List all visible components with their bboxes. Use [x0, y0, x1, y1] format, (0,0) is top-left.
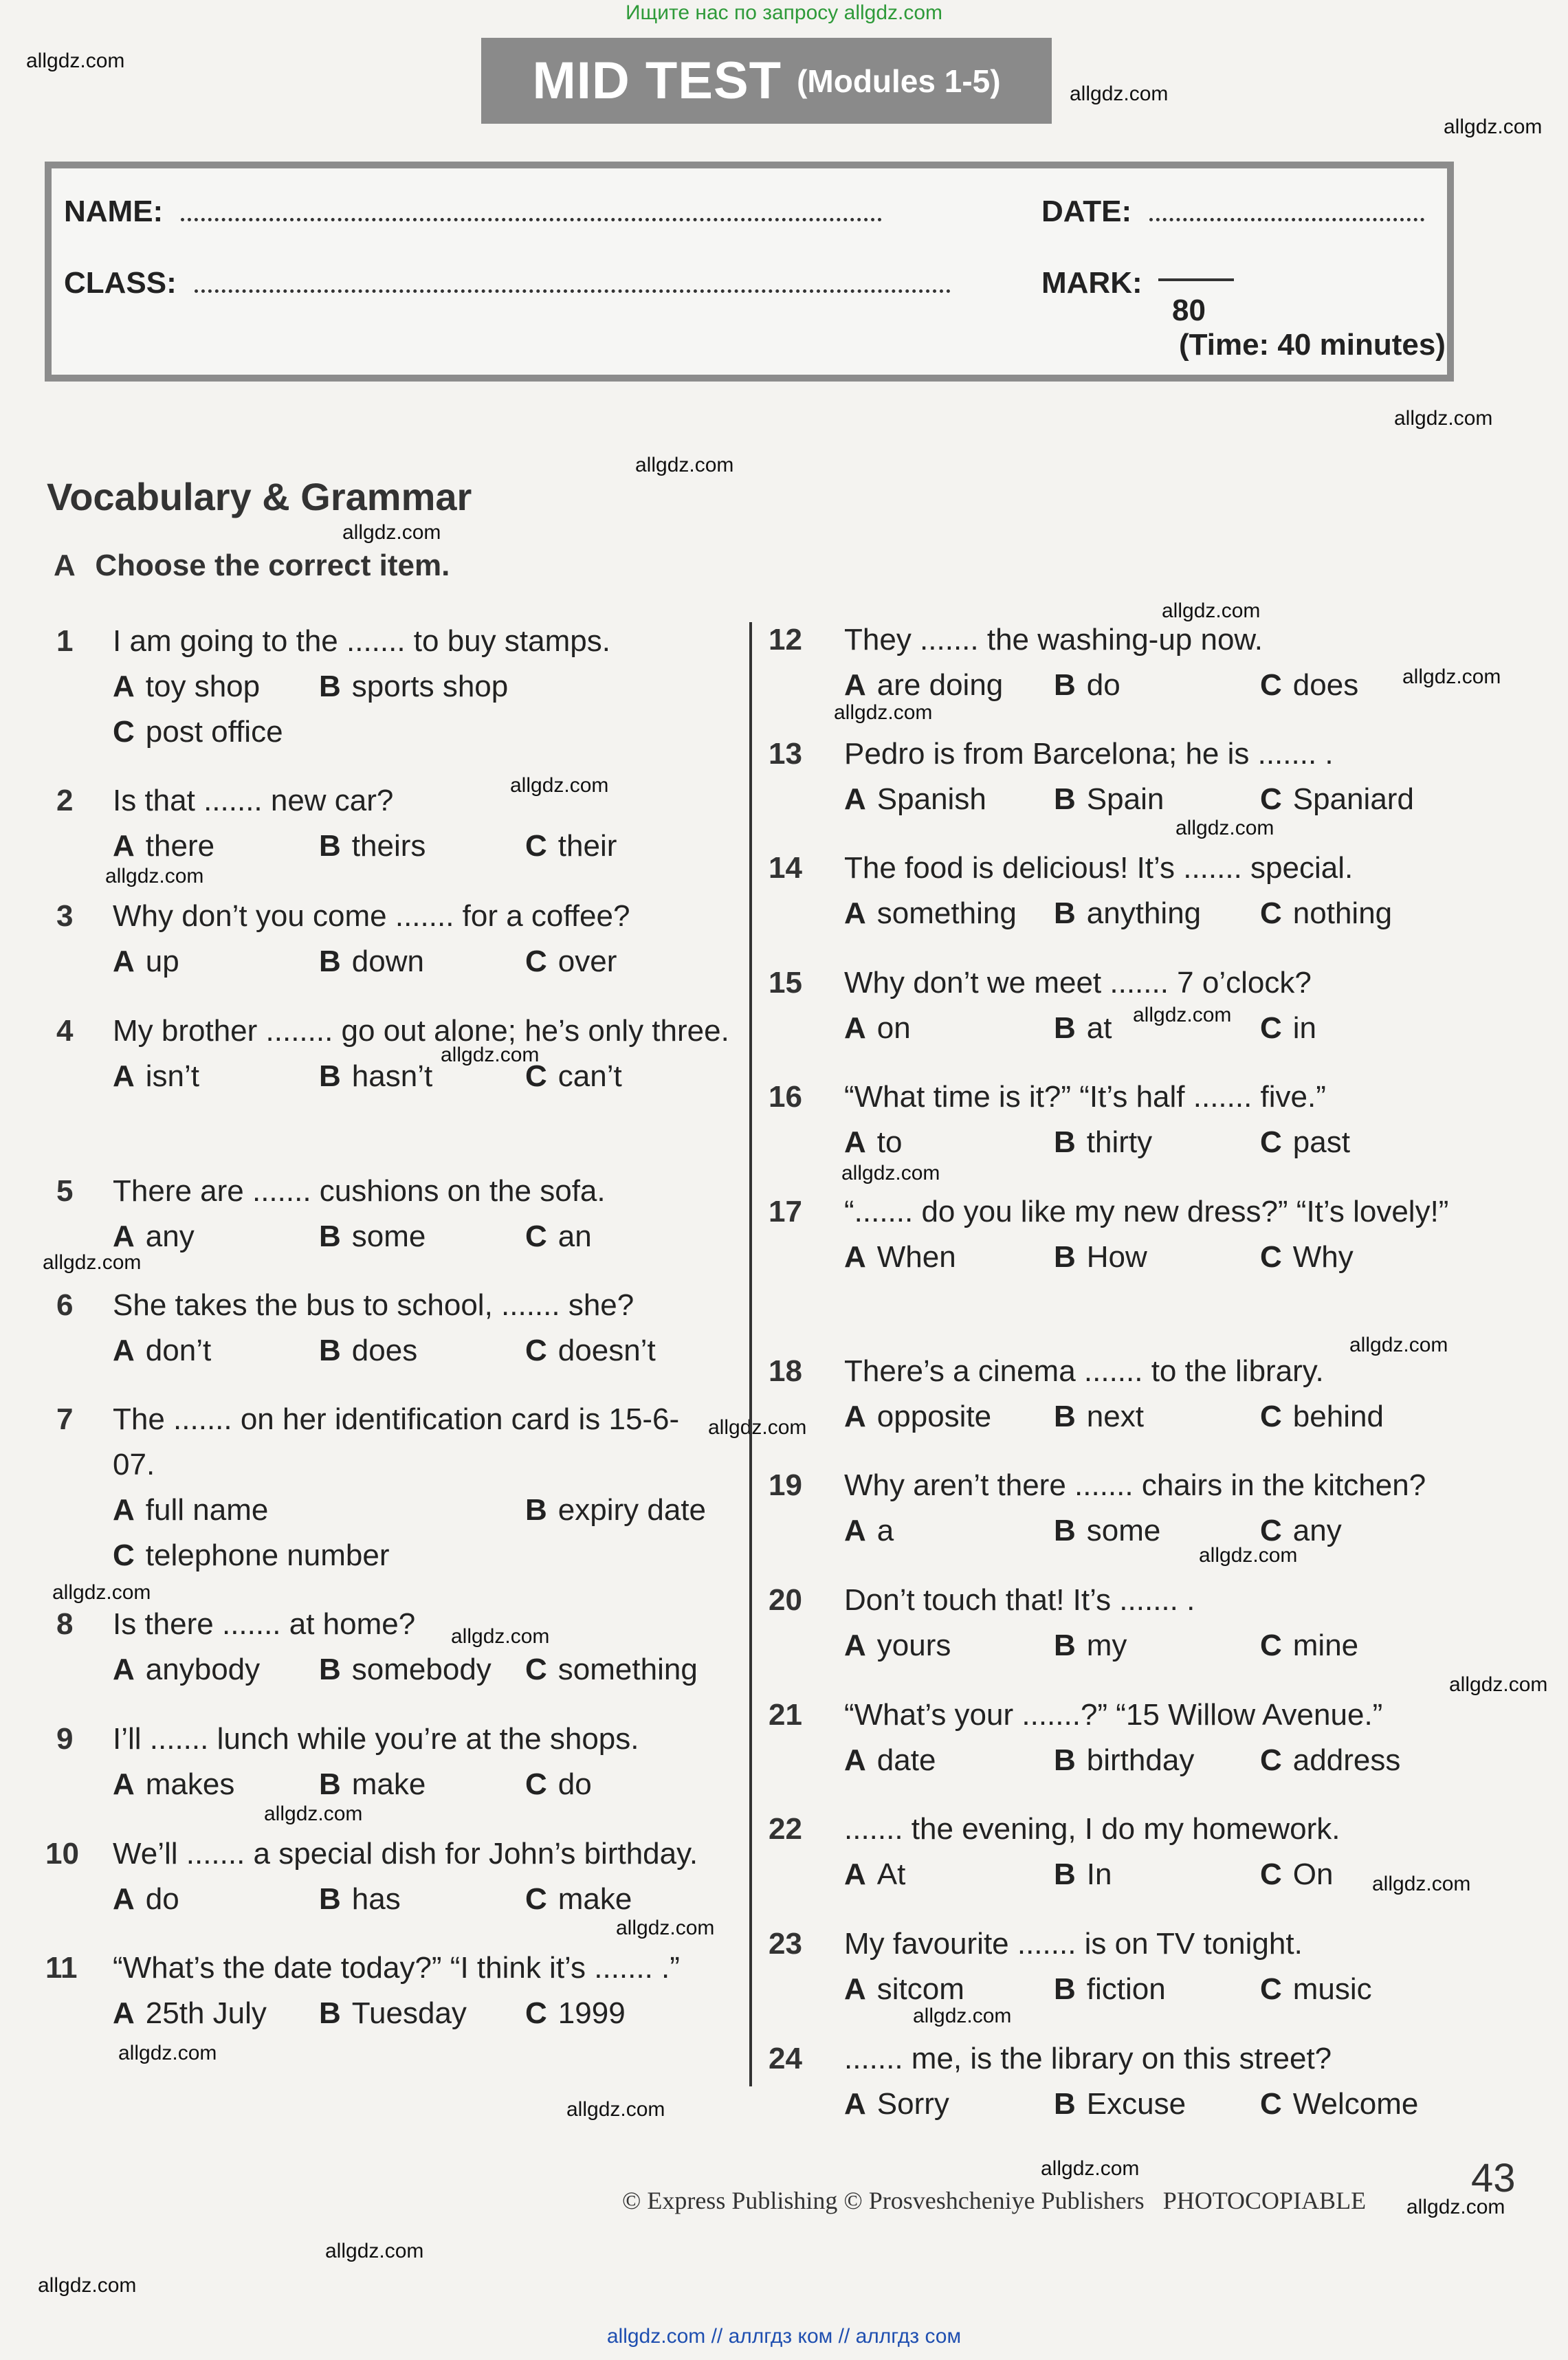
test-title: [481, 38, 1052, 124]
watermark: allgdz.com: [1444, 115, 1543, 138]
option-c[interactable]: C do: [525, 1767, 592, 1801]
option-c[interactable]: C in: [1260, 1011, 1317, 1045]
option-b[interactable]: B down: [319, 945, 424, 978]
option-b[interactable]: B Tuesday: [319, 1996, 467, 2030]
question-5: 5 There are ....... cushions on the sofa. A any B some C an: [56, 1169, 744, 1259]
option-b[interactable]: B somebody: [319, 1653, 492, 1686]
option-a[interactable]: A isn’t: [113, 1059, 200, 1093]
copyright-footer: [622, 2186, 1366, 2215]
option-b[interactable]: B has: [319, 1882, 401, 1916]
title-sub: (Modules 1-5): [797, 63, 1001, 99]
option-c[interactable]: C does: [1260, 668, 1359, 702]
page-number: 43: [1471, 2156, 1516, 2201]
watermark: allgdz.com: [264, 1802, 363, 1825]
option-b[interactable]: B thirty: [1054, 1125, 1153, 1159]
title-main: MID TEST: [532, 52, 782, 110]
option-c[interactable]: C can’t: [525, 1059, 622, 1093]
watermark: allgdz.com: [38, 2274, 137, 2297]
option-b[interactable]: B some: [1054, 1514, 1161, 1547]
question-13: 13 Pedro is from Barcelona; he is ....... . A Spanish B Spain C Spaniard: [769, 731, 1483, 822]
option-a[interactable]: A something: [844, 896, 1017, 930]
watermark: allgdz.com: [1372, 1873, 1471, 1895]
option-b[interactable]: B Spain: [1054, 782, 1164, 816]
option-a[interactable]: A toy shop: [113, 670, 261, 703]
option-a[interactable]: A sitcom: [844, 1972, 964, 2006]
option-b[interactable]: B In: [1054, 1857, 1112, 1891]
option-b[interactable]: B fiction: [1054, 1972, 1166, 2006]
option-c[interactable]: C telephone number: [113, 1539, 390, 1572]
option-b[interactable]: B does: [319, 1334, 418, 1367]
copyright-text: © Express Publishing © Prosveshcheniye Publishers: [622, 2187, 1145, 2214]
option-c[interactable]: C any: [1260, 1514, 1342, 1547]
option-c[interactable]: C 1999: [525, 1996, 626, 2030]
option-c[interactable]: C post office: [113, 715, 283, 749]
option-c[interactable]: C an: [525, 1220, 592, 1253]
question-2: 2 Is that ....... new car? A there B theirs C their: [56, 778, 744, 869]
option-a[interactable]: A on: [844, 1011, 911, 1045]
question-9: 9 I’ll ....... lunch while you’re at the shops. A makes B make C do: [56, 1717, 744, 1807]
option-c[interactable]: C their: [525, 829, 617, 863]
question-18: 18 There’s a cinema ....... to the library. A opposite B next C behind: [769, 1349, 1483, 1440]
option-b[interactable]: B How: [1054, 1240, 1147, 1274]
option-a[interactable]: A When: [844, 1240, 956, 1274]
question-22: 22 ....... the evening, I do my homework. A At B In C On: [769, 1807, 1483, 1897]
watermark: allgdz.com: [441, 1044, 540, 1066]
option-c[interactable]: C behind: [1260, 1400, 1384, 1433]
watermark: allgdz.com: [105, 865, 204, 887]
watermark: allgdz.com: [43, 1251, 142, 1274]
option-a[interactable]: A 25th July: [113, 1996, 267, 2030]
watermark: allgdz.com: [325, 2240, 424, 2262]
question-4: 4 My brother ........ go out alone; he’s only three. A isn’t B hasn’t C can’t: [56, 1008, 744, 1099]
option-a[interactable]: A do: [113, 1882, 179, 1916]
part-a-text: Choose the correct item.: [95, 549, 450, 582]
watermark: allgdz.com: [342, 521, 441, 544]
watermark: allgdz.com: [913, 2005, 1012, 2027]
watermark: allgdz.com: [1175, 817, 1274, 839]
option-b[interactable]: B sports shop: [319, 670, 509, 703]
option-c[interactable]: C doesn’t: [525, 1334, 656, 1367]
option-c[interactable]: C music: [1260, 1972, 1372, 2006]
question-17: 17 “....... do you like my new dress?” “It’s lovely!” A When B How C Why: [769, 1189, 1483, 1280]
option-b[interactable]: B Excuse: [1054, 2087, 1186, 2121]
option-a[interactable]: A any: [113, 1220, 195, 1253]
option-b[interactable]: B do: [1054, 668, 1120, 702]
question-8: 8 Is there ....... at home? A anybody B somebody C something: [56, 1602, 744, 1692]
class-label: CLASS:: [64, 266, 177, 300]
option-a[interactable]: A opposite: [844, 1400, 992, 1433]
option-b[interactable]: B next: [1054, 1400, 1144, 1433]
question-1: 1 I am going to the ....... to buy stamps. A toy shop B sports shop C post office: [56, 619, 744, 755]
watermark: allgdz.com: [451, 1625, 550, 1648]
part-a-letter: A: [54, 549, 75, 582]
watermark: allgdz.com: [1449, 1673, 1548, 1696]
question-16: 16 “What time is it?” “It’s half ....... five.” A to B thirty C past: [769, 1074, 1483, 1165]
option-a[interactable]: A anybody: [113, 1653, 261, 1686]
watermark: allgdz.com: [1349, 1334, 1448, 1356]
column-divider: [749, 622, 752, 2086]
question-7: 7 The ....... on her identification card is 15-6-07. A full name B expiry date C telephone number: [56, 1397, 744, 1578]
option-c[interactable]: C Why: [1260, 1240, 1354, 1274]
watermark: allgdz.com: [1162, 599, 1261, 622]
date-label: DATE:: [1041, 195, 1132, 228]
mark-fraction-line: [1158, 278, 1234, 281]
name-label: NAME:: [64, 195, 164, 228]
option-b[interactable]: B expiry date: [525, 1493, 707, 1527]
option-a[interactable]: A full name: [113, 1493, 269, 1527]
option-a[interactable]: A don’t: [113, 1334, 212, 1367]
question-15: 15 Why don’t we meet ....... 7 o’clock? A on B at C in: [769, 960, 1483, 1051]
option-a[interactable]: A a: [844, 1514, 894, 1547]
part-a-instruction: [54, 549, 450, 583]
option-a[interactable]: A makes: [113, 1767, 235, 1801]
option-c[interactable]: C Spaniard: [1260, 782, 1414, 816]
option-c[interactable]: C past: [1260, 1125, 1350, 1159]
watermark: allgdz.com: [1133, 1004, 1232, 1026]
section-heading: Vocabulary & Grammar: [47, 475, 472, 518]
watermark: allgdz.com: [834, 701, 933, 724]
mark-label: MARK:: [1041, 266, 1142, 300]
watermark: allgdz.com: [1394, 407, 1493, 430]
option-c[interactable]: C nothing: [1260, 896, 1393, 930]
class-field[interactable]: [64, 266, 951, 300]
mark-total: 80: [1172, 294, 1206, 327]
question-11: 11 “What’s the date today?” “I think it’s ....... .” A 25th July B Tuesday C 1999: [45, 1945, 747, 2036]
question-21: 21 “What’s your .......?” “15 Willow Avenue.” A date B birthday C address: [769, 1692, 1483, 1783]
option-b[interactable]: B make: [319, 1767, 426, 1801]
option-b[interactable]: B anything: [1054, 896, 1202, 930]
option-a[interactable]: A there: [113, 829, 215, 863]
watermark: allgdz.com: [1070, 82, 1169, 105]
option-a[interactable]: A up: [113, 945, 179, 978]
option-a[interactable]: A At: [844, 1857, 906, 1891]
option-b[interactable]: B at: [1054, 1011, 1112, 1045]
mark-field[interactable]: [1041, 266, 1142, 300]
watermark: allgdz.com: [566, 2098, 665, 2121]
watermark: allgdz.com: [616, 1917, 715, 1939]
watermark: allgdz.com: [635, 454, 734, 476]
watermark: allgdz.com: [708, 1416, 807, 1439]
watermark: allgdz.com: [1402, 665, 1501, 688]
watermark: allgdz.com: [1199, 1544, 1298, 1567]
option-b[interactable]: B hasn’t: [319, 1059, 433, 1093]
question-24: 24 ....... me, is the library on this street? A Sorry B Excuse C Welcome: [769, 2036, 1483, 2127]
question-text: I am going to the ....... to buy stamps.: [113, 624, 610, 658]
option-a[interactable]: A to: [844, 1125, 903, 1159]
option-a[interactable]: A are doing: [844, 668, 1004, 702]
question-3: 3 Why don’t you come ....... for a coffee? A up B down C over: [56, 894, 744, 984]
option-b[interactable]: B birthday: [1054, 1743, 1195, 1777]
watermark: allgdz.com: [841, 1162, 940, 1184]
student-info-box: [45, 162, 1454, 382]
question-12: 12 They ....... the washing-up now. A are doing B do C does: [769, 617, 1483, 708]
watermark: allgdz.com: [510, 774, 609, 797]
time-limit: (Time: 40 minutes): [1179, 328, 1446, 362]
question-19: 19 Why aren’t there ....... chairs in the kitchen? A a B some C any: [769, 1463, 1483, 1554]
top-banner: Ищите нас по запросу allgdz.com: [625, 1, 943, 24]
option-a[interactable]: A yours: [844, 1629, 951, 1662]
question-20: 20 Don’t touch that! It’s ....... . A yours B my C mine: [769, 1578, 1483, 1668]
watermark: allgdz.com: [1406, 2196, 1505, 2218]
option-c[interactable]: C over: [525, 945, 617, 978]
question-23: 23 My favourite ....... is on TV tonight. A sitcom B fiction C music: [769, 1921, 1483, 2012]
option-c[interactable]: C make: [525, 1882, 632, 1916]
option-c[interactable]: C address: [1260, 1743, 1401, 1777]
watermark: allgdz.com: [118, 2042, 217, 2064]
bottom-banner: allgdz.com // аллгдз ком // аллгдз сом: [606, 2325, 962, 2348]
date-field[interactable]: [1041, 195, 1424, 229]
photocopiable-label: PHOTOCOPIABLE: [1162, 2187, 1367, 2214]
option-c[interactable]: C On: [1260, 1857, 1334, 1891]
watermark: allgdz.com: [52, 1581, 151, 1604]
question-10: 10 We’ll ....... a special dish for John’s birthday. A do B has C make: [45, 1831, 747, 1922]
option-a[interactable]: A date: [844, 1743, 936, 1777]
question-6: 6 She takes the bus to school, ....... she? A don’t B does C doesn’t: [56, 1283, 744, 1374]
option-c[interactable]: C Welcome: [1260, 2087, 1419, 2121]
option-b[interactable]: B some: [319, 1220, 426, 1253]
option-a[interactable]: A Sorry: [844, 2087, 949, 2121]
option-c[interactable]: C something: [525, 1653, 698, 1686]
option-a[interactable]: A Spanish: [844, 782, 986, 816]
option-b[interactable]: B my: [1054, 1629, 1127, 1662]
name-field[interactable]: [64, 195, 882, 229]
watermark: allgdz.com: [1041, 2157, 1140, 2180]
watermark: allgdz.com: [26, 49, 125, 72]
option-c[interactable]: C mine: [1260, 1629, 1359, 1662]
question-14: 14 The food is delicious! It’s ....... special. A something B anything C nothing: [769, 846, 1483, 936]
option-b[interactable]: B theirs: [319, 829, 426, 863]
